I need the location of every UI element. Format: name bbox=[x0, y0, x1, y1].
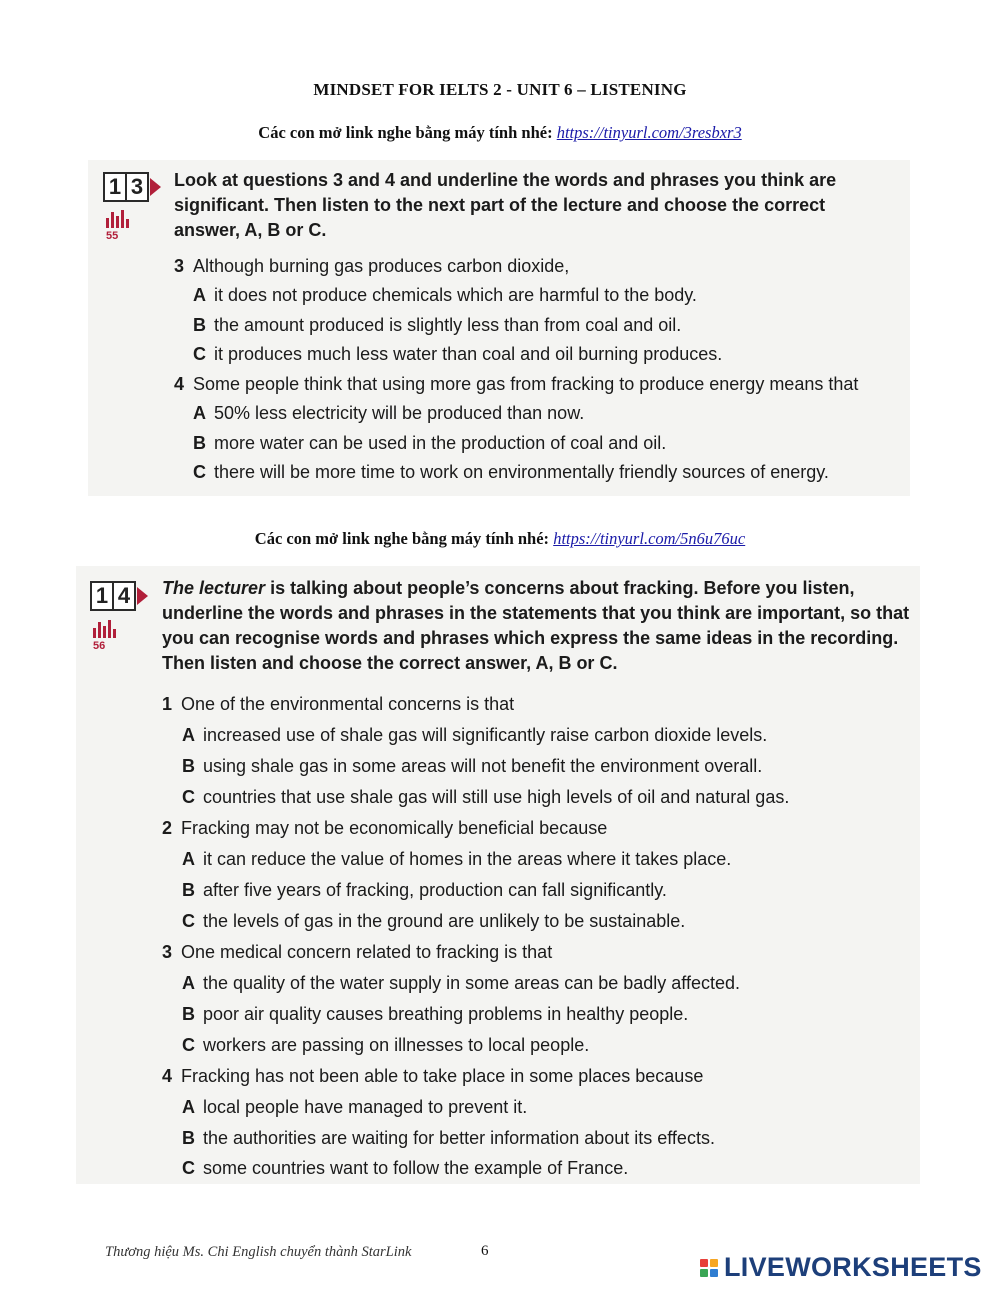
number-digit: 1 bbox=[103, 172, 127, 202]
brand-name: LIVEWORKSHEETS bbox=[724, 1252, 982, 1282]
option-a[interactable]: A the quality of the water supply in some areas can be badly affected. bbox=[182, 973, 740, 993]
listening-link-line-1 bbox=[0, 123, 1000, 143]
link-label: Các con mở link nghe bằng máy tính nhé: bbox=[254, 529, 550, 548]
exercise-13-instruction: Look at questions 3 and 4 and underline the words and phrases you think are significant. Then listen to the next part of the lecture and choose the correct answer, A, B or C. bbox=[174, 170, 837, 240]
option-a[interactable]: A 50% less electricity will be produced than now. bbox=[193, 403, 585, 423]
question-4: 4 Some people think that using more gas from fracking to produce energy means that bbox=[174, 374, 859, 394]
number-digit: 4 bbox=[112, 581, 136, 611]
number-digit: 3 bbox=[125, 172, 149, 202]
question-3: 3 One medical concern related to fracking is that bbox=[162, 942, 553, 962]
footer-note: Thương hiệu Ms. Chi English chuyển thành StarLink bbox=[105, 1244, 412, 1260]
audio-wave-icon bbox=[106, 210, 129, 228]
option-b[interactable]: B using shale gas in some areas will not benefit the environment overall. bbox=[182, 756, 763, 776]
audio-wave-icon bbox=[93, 620, 116, 638]
page-number: 6 bbox=[481, 1243, 489, 1259]
option-a[interactable]: A local people have managed to prevent it. bbox=[182, 1097, 528, 1117]
audio-track-55 bbox=[106, 210, 129, 242]
liveworksheets-brand[interactable] bbox=[700, 1252, 982, 1283]
question-4: 4 Fracking has not been able to take place in some places because bbox=[162, 1066, 704, 1086]
exercise-13-number bbox=[103, 172, 161, 202]
option-a[interactable]: A it can reduce the value of homes in the areas where it takes place. bbox=[182, 849, 732, 869]
audio-link-2[interactable]: https://tinyurl.com/5n6u76uc bbox=[553, 529, 746, 548]
track-number: 56 bbox=[93, 640, 106, 652]
option-b[interactable]: B the authorities are waiting for better information about its effects. bbox=[182, 1128, 715, 1148]
play-arrow-icon bbox=[150, 178, 161, 196]
option-c[interactable]: C workers are passing on illnesses to local people. bbox=[182, 1035, 590, 1055]
option-b[interactable]: B poor air quality causes breathing problems in healthy people. bbox=[182, 1004, 689, 1024]
option-c[interactable]: C some countries want to follow the example of France. bbox=[182, 1158, 629, 1178]
option-c[interactable]: C it produces much less water than coal and oil burning produces. bbox=[193, 344, 723, 364]
question-1: 1 One of the environmental concerns is that bbox=[162, 694, 515, 714]
question-2: 2 Fracking may not be economically beneficial because bbox=[162, 818, 608, 838]
play-arrow-icon bbox=[137, 587, 148, 605]
option-b[interactable]: B after five years of fracking, production can fall significantly. bbox=[182, 880, 667, 900]
option-a[interactable]: A increased use of shale gas will significantly raise carbon dioxide levels. bbox=[182, 725, 768, 745]
number-digit: 1 bbox=[90, 581, 114, 611]
question-3: 3 Although burning gas produces carbon dioxide, bbox=[174, 256, 570, 276]
exercise-14-number bbox=[90, 581, 148, 611]
option-c[interactable]: C countries that use shale gas will still use high levels of oil and natural gas. bbox=[182, 787, 790, 807]
audio-track-56 bbox=[93, 620, 116, 652]
listening-link-line-2 bbox=[0, 529, 1000, 549]
exercise-14-instruction: The lecturer is talking about people’s concerns about fracking. Before you listen, underline the words and phrases in the statements that you think are important, so that you can recognise words and phrases which express the same ideas in the recording. Then listen and choose the correct answer, A, B or C. bbox=[162, 578, 910, 673]
option-b[interactable]: B more water can be used in the production of coal and oil. bbox=[193, 433, 667, 453]
track-number: 55 bbox=[106, 230, 119, 242]
option-a[interactable]: A it does not produce chemicals which are harmful to the body. bbox=[193, 285, 697, 305]
option-c[interactable]: C the levels of gas in the ground are unlikely to be sustainable. bbox=[182, 911, 686, 931]
liveworksheets-logo-icon bbox=[700, 1259, 718, 1277]
link-label: Các con mở link nghe bằng máy tính nhé: bbox=[258, 123, 553, 142]
option-c[interactable]: C there will be more time to work on environmentally friendly sources of energy. bbox=[193, 462, 829, 482]
audio-link-1[interactable]: https://tinyurl.com/3resbxr3 bbox=[556, 123, 742, 142]
page-title: MINDSET FOR IELTS 2 - UNIT 6 – LISTENING bbox=[313, 80, 687, 99]
option-b[interactable]: B the amount produced is slightly less than from coal and oil. bbox=[193, 315, 682, 335]
instruction-lead: The lecturer bbox=[162, 578, 266, 598]
